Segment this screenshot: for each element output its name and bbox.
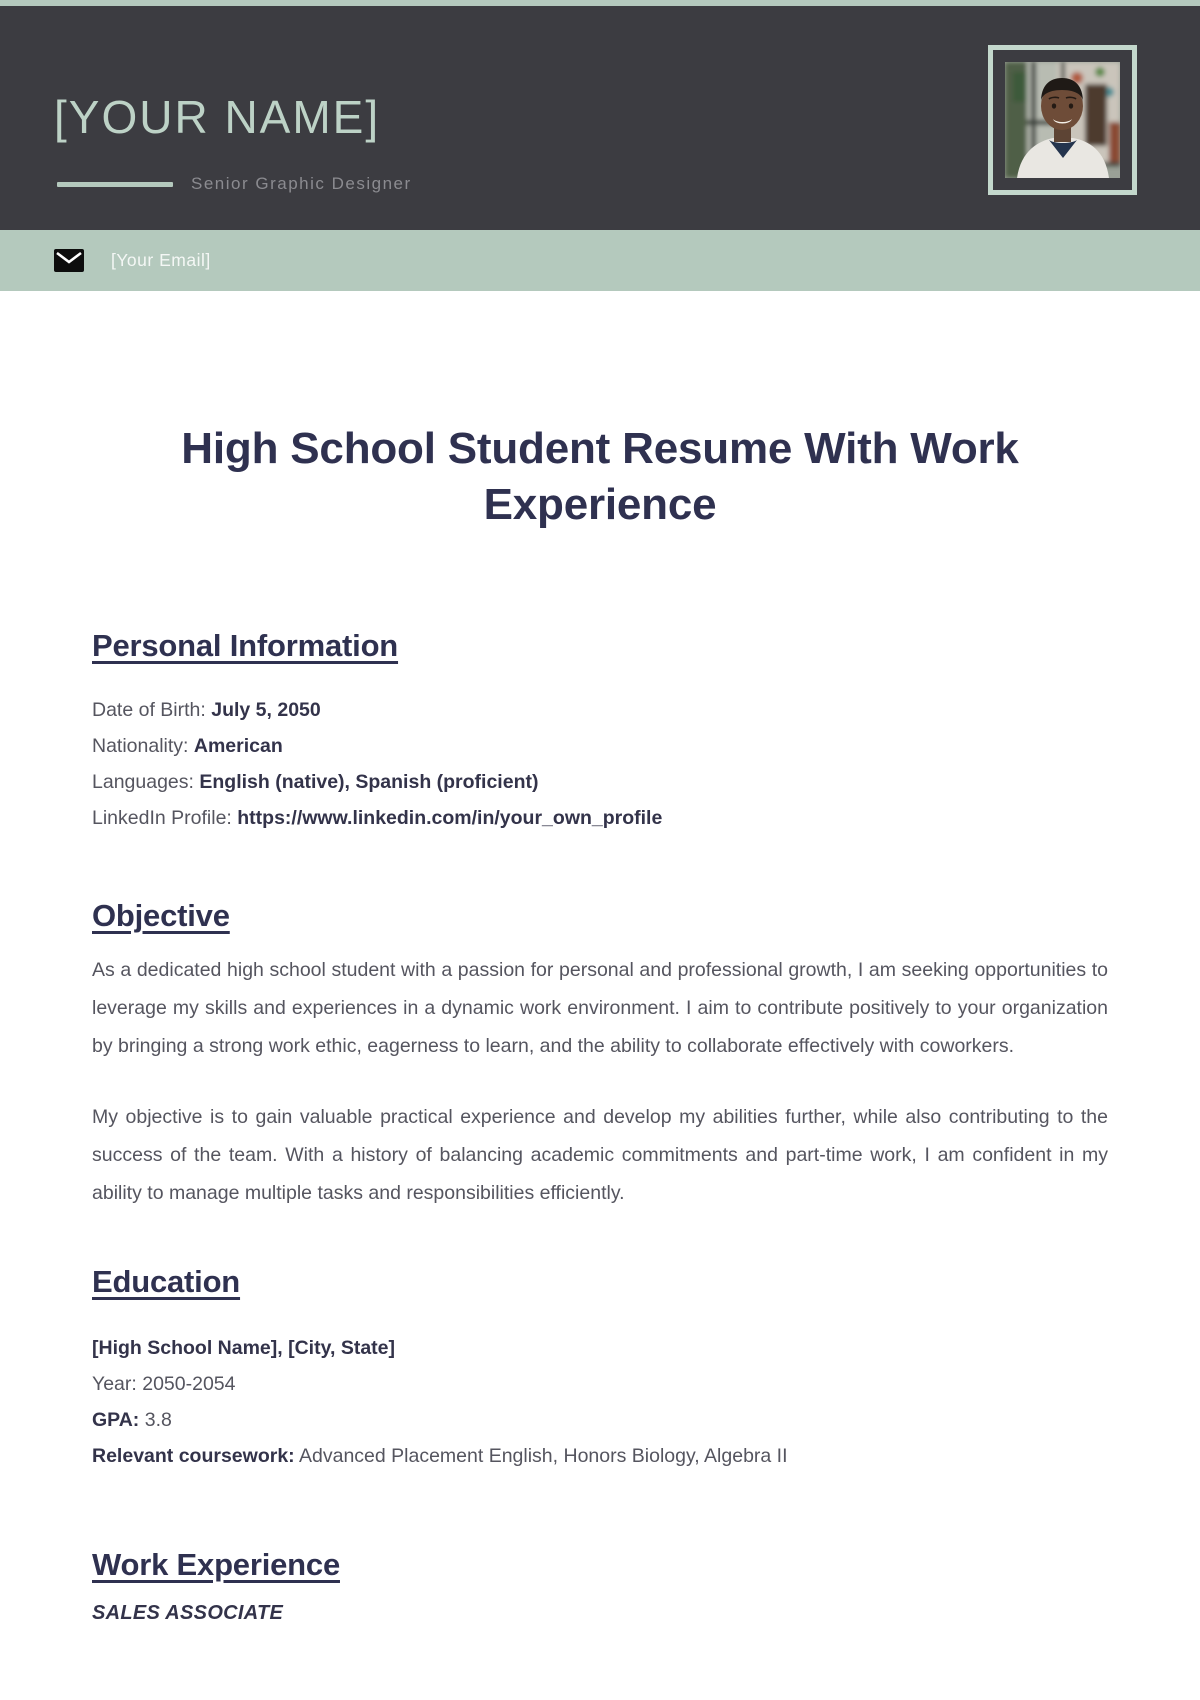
personal-information-heading: Personal Information [92, 628, 399, 663]
field-label: Languages: [92, 771, 194, 793]
header-role: Senior Graphic Designer [191, 174, 412, 193]
section-education [92, 1261, 1108, 1474]
field-label: Date of Birth: [92, 699, 206, 721]
header-role-row [57, 174, 412, 194]
gpa-label: GPA: [92, 1409, 140, 1431]
field-languages [92, 764, 1108, 800]
page-title: High School Student Resume With Work Experience [181, 424, 1019, 529]
field-date-of-birth [92, 692, 1108, 728]
field-value: American [193, 735, 283, 757]
education-heading: Education [92, 1264, 241, 1299]
header-name: [YOUR NAME] [54, 91, 381, 143]
email-value: [Your Email] [111, 250, 211, 270]
education-coursework-line [92, 1438, 1108, 1474]
objective-paragraph-1: As a dedicated high school student with a passion for personal and professional growth, I am seeking opportunities to leverage my skills and experiences in a dynamic work environment. I aim to contribute positively to your organization by bringing a strong work ethic, eagerness to learn, and the ability to collaborate effectively with coworkers. [92, 959, 1108, 1057]
role-accent-line [57, 182, 173, 187]
education-school-line: [High School Name], [City, State] [92, 1337, 395, 1359]
work-experience-heading: Work Experience [92, 1547, 340, 1582]
field-label: LinkedIn Profile: [92, 807, 232, 829]
job-title: SALES ASSOCIATE [92, 1602, 284, 1624]
profile-photo-frame [988, 45, 1137, 195]
field-nationality [92, 728, 1108, 764]
education-year-line: Year: 2050-2054 [92, 1373, 236, 1395]
profile-photo [1005, 62, 1120, 178]
education-gpa-line [92, 1402, 1108, 1438]
mail-icon [54, 249, 84, 272]
resume-body [92, 421, 1108, 1625]
field-value: July 5, 2050 [211, 699, 321, 721]
field-value: English (native), Spanish (proficient) [199, 771, 539, 793]
field-linkedin-profile [92, 800, 1108, 836]
objective-paragraph-2: My objective is to gain valuable practical experience and develop my abilities further, while also contributing to the success of the team. With a history of balancing academic commitments and part-time work, I am confident in my ability to manage multiple tasks and responsibilities efficiently. [92, 1106, 1108, 1204]
education-details [92, 1330, 1108, 1474]
contact-bar [0, 230, 1200, 291]
objective-heading: Objective [92, 898, 230, 933]
resume-header [0, 6, 1200, 230]
coursework-value: Advanced Placement English, Honors Biology, Algebra II [299, 1445, 788, 1467]
section-objective [92, 895, 1108, 1212]
section-personal-information [92, 625, 1108, 836]
personal-information-list [92, 692, 1108, 836]
field-label: Nationality: [92, 735, 189, 757]
section-work-experience [92, 1544, 1108, 1625]
linkedin-url: https://www.linkedin.com/in/your_own_profile [237, 807, 663, 829]
gpa-value: 3.8 [144, 1409, 172, 1431]
coursework-label: Relevant coursework: [92, 1445, 295, 1467]
